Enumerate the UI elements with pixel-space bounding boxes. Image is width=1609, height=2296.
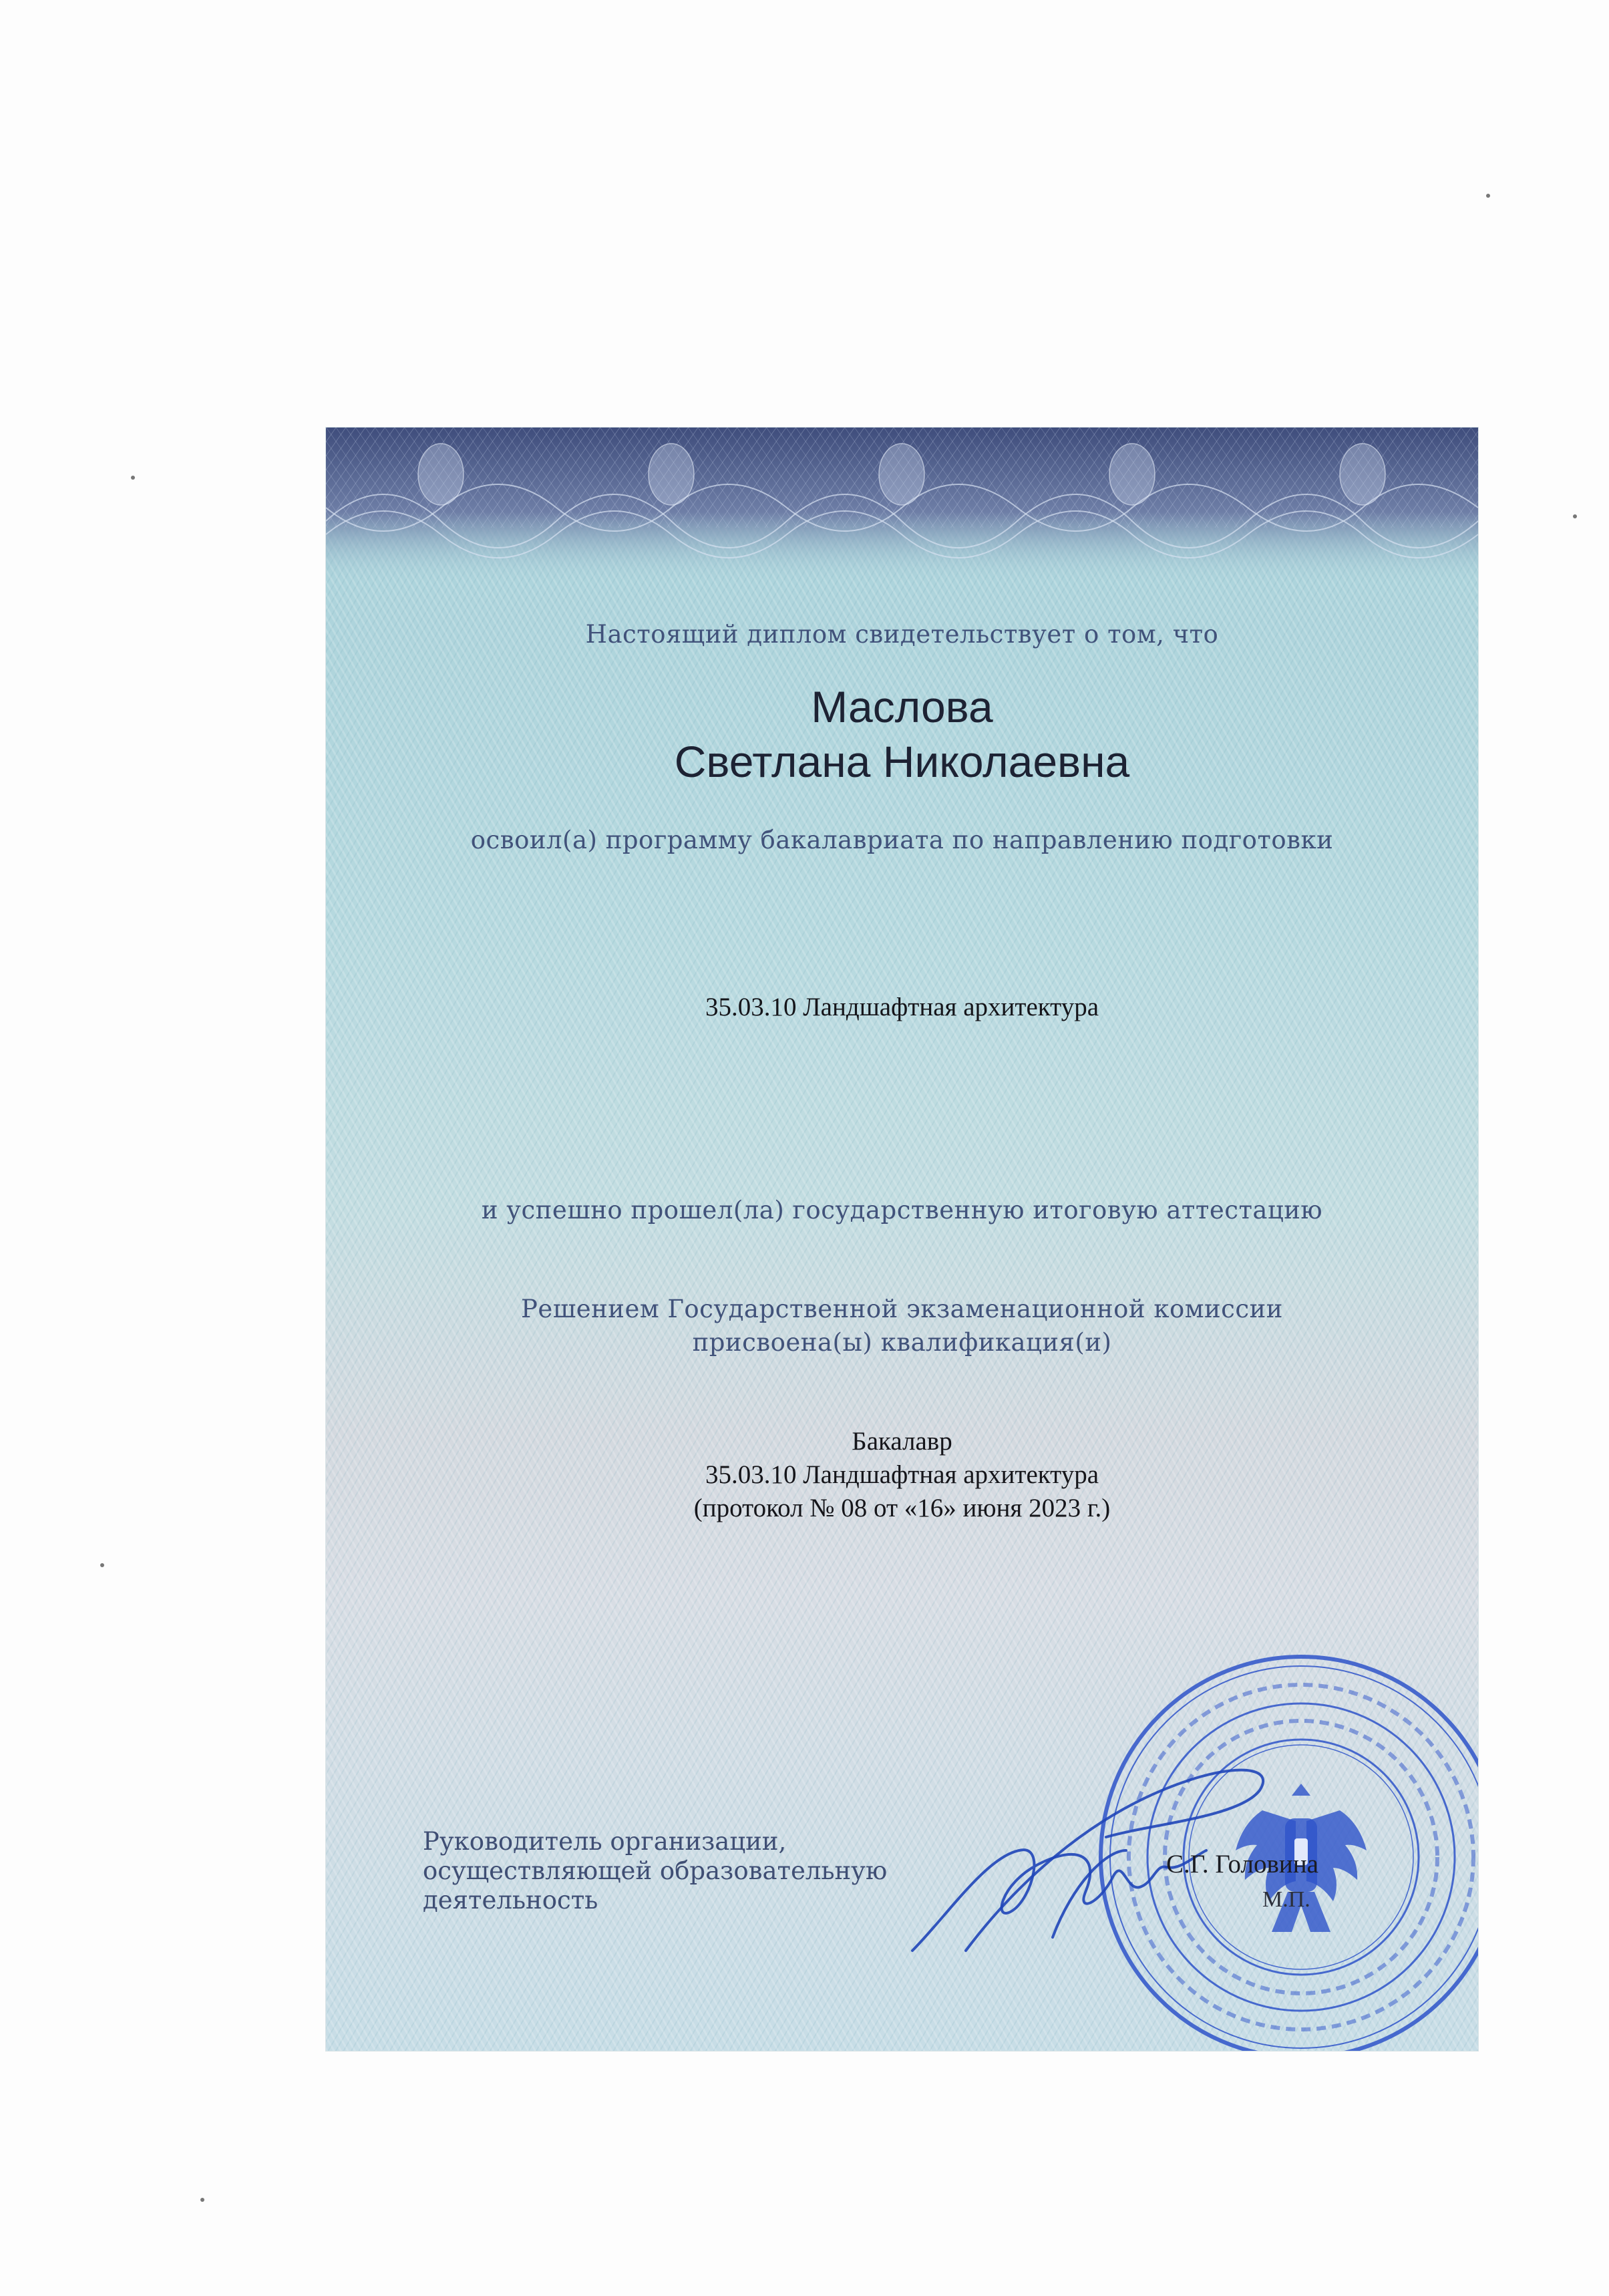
graduate-surname: Маслова bbox=[811, 682, 993, 731]
guilloche-band bbox=[326, 428, 1478, 581]
commission-decision-line-1: Решением Государственной экзаменационной комиссии bbox=[521, 1295, 1283, 1323]
seal-place-mark: М.П. bbox=[1262, 1887, 1310, 1912]
signatory-role-line-1: Руководитель организации, bbox=[423, 1827, 787, 1856]
diploma-sheet bbox=[326, 428, 1478, 2051]
scan-speck bbox=[100, 1563, 104, 1567]
qualification-title: Бакалавр bbox=[852, 1427, 952, 1456]
graduate-given-names: Светлана Николаевна bbox=[674, 737, 1130, 786]
signatory-name: С.Г. Головина bbox=[1166, 1850, 1318, 1878]
scan-speck bbox=[1486, 194, 1490, 198]
signatory-role bbox=[423, 1827, 887, 1915]
scan-speck bbox=[131, 476, 135, 480]
qualification-program: 35.03.10 Ландшафтная архитектура bbox=[705, 1460, 1099, 1489]
signatory-role-line-2: осуществляющей образовательную bbox=[423, 1856, 888, 1885]
commission-decision-line-2: присвоена(ы) квалификация(и) bbox=[692, 1328, 1112, 1357]
program-statement: освоил(а) программу бакалавриата по направлению подготовки bbox=[470, 826, 1334, 854]
program-name: 35.03.10 Ландшафтная архитектура bbox=[705, 993, 1099, 1021]
scan-speck bbox=[200, 2198, 204, 2202]
intro-text: Настоящий диплом свидетельствует о том, что bbox=[585, 620, 1219, 649]
signatory-role-line-3: деятельность bbox=[423, 1886, 598, 1915]
protocol-reference: (протокол № 08 от «16» июня 2023 г.) bbox=[693, 1494, 1111, 1522]
attestation-statement: и успешно прошел(ла) государственную итоговую аттестацию bbox=[481, 1196, 1323, 1224]
scan-speck bbox=[1573, 514, 1577, 518]
